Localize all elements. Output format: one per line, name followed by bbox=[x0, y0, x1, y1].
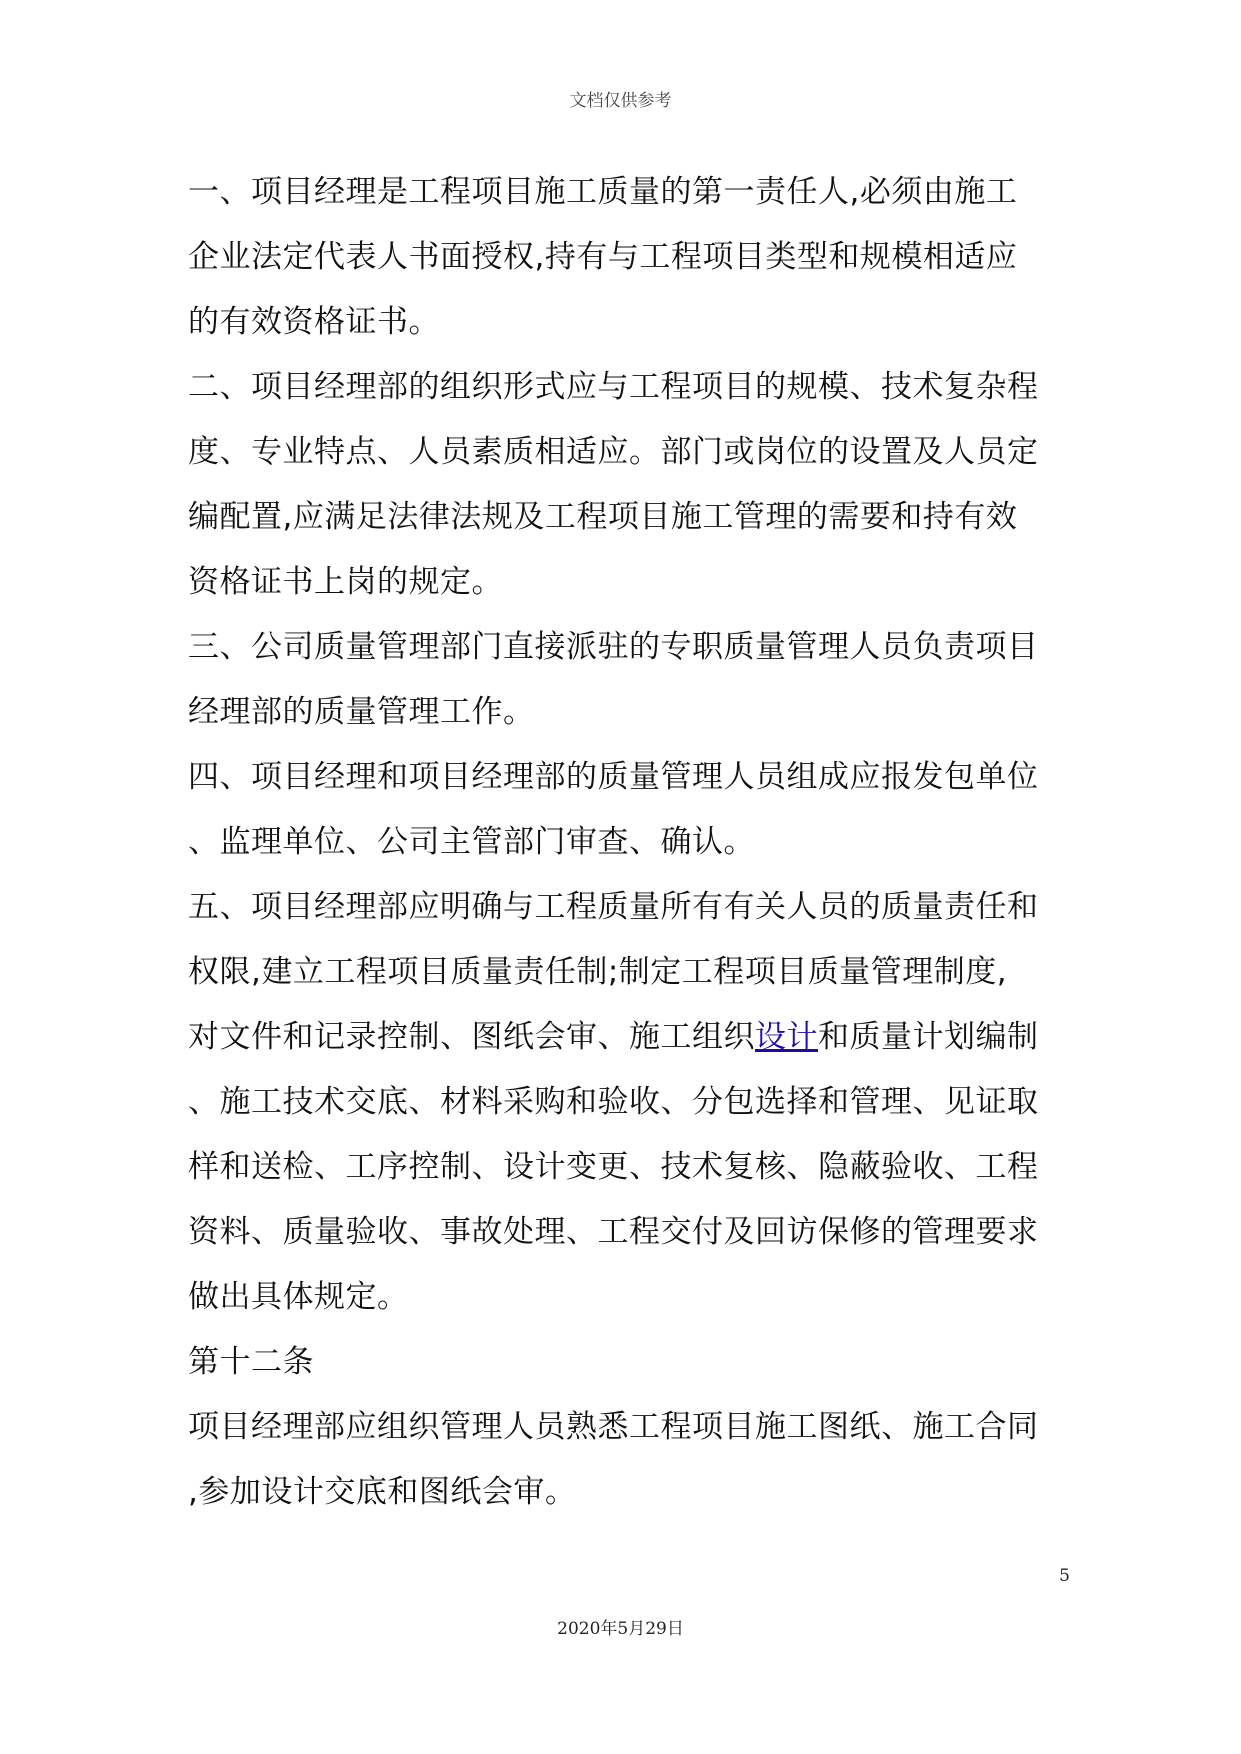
text-line: 的有效资格证书。 bbox=[188, 304, 440, 340]
text-line: 三、公司质量管理部门直接派驻的专职质量管理人员负责项目 bbox=[188, 629, 1039, 665]
text-line: 一、项目经理是工程项目施工质量的第一责任人,必须由施工 bbox=[188, 174, 1018, 210]
text-line: 资格证书上岗的规定。 bbox=[188, 564, 503, 600]
text-line: ,参加设计交底和图纸会审。 bbox=[188, 1474, 577, 1510]
text-line: 五、项目经理部应明确与工程质量所有有关人员的质量责任和 bbox=[188, 889, 1039, 925]
text-line: 资料、质量验收、事故处理、工程交付及回访保修的管理要求 bbox=[188, 1214, 1039, 1250]
text-line: 二、项目经理部的组织形式应与工程项目的规模、技术复杂程 bbox=[188, 369, 1039, 405]
text-line: 企业法定代表人书面授权,持有与工程项目类型和规模相适应 bbox=[188, 239, 1018, 275]
text-line: 、监理单位、公司主管部门审查、确认。 bbox=[188, 824, 755, 860]
text-line: 度、专业特点、人员素质相适应。部门或岗位的设置及人员定 bbox=[188, 434, 1039, 470]
page-header: 文档仅供参考 bbox=[569, 91, 672, 111]
text-line: 项目经理部应组织管理人员熟悉工程项目施工图纸、施工合同 bbox=[188, 1409, 1039, 1445]
text-line: 做出具体规定。 bbox=[188, 1279, 409, 1315]
text-line: 四、项目经理和项目经理部的质量管理人员组成应报发包单位 bbox=[188, 759, 1039, 795]
page-footer-date: 2020年5月29日 bbox=[557, 1619, 684, 1639]
page-number: 5 bbox=[1059, 1566, 1070, 1586]
text-line: 权限,建立工程项目质量责任制;制定工程项目质量管理制度, bbox=[188, 954, 1008, 990]
text-segment: 和质量计划编制 bbox=[818, 1019, 1039, 1055]
text-line: 、施工技术交底、材料采购和验收、分包选择和管理、见证取 bbox=[188, 1084, 1039, 1120]
text-line-with-link bbox=[188, 1005, 1068, 1070]
section-heading: 第十二条 bbox=[188, 1344, 314, 1380]
text-line: 编配置,应满足法律法规及工程项目施工管理的需要和持有效 bbox=[188, 499, 1018, 535]
text-line: 经理部的质量管理工作。 bbox=[188, 694, 535, 730]
document-body bbox=[188, 160, 1068, 1525]
design-link[interactable]: 设计 bbox=[755, 1019, 818, 1055]
text-segment: 对文件和记录控制、图纸会审、施工组织 bbox=[188, 1019, 755, 1055]
text-line: 样和送检、工序控制、设计变更、技术复核、隐蔽验收、工程 bbox=[188, 1149, 1039, 1185]
